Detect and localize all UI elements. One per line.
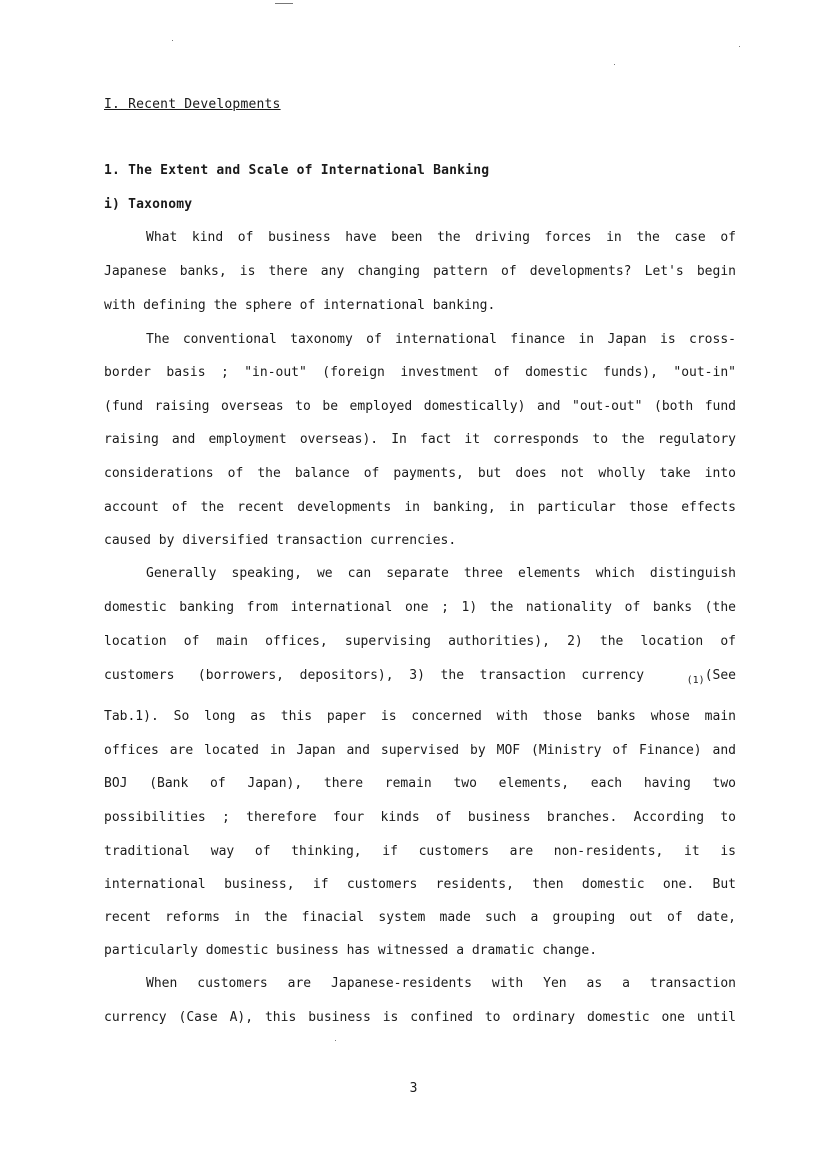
- scan-speck: [614, 64, 615, 65]
- text-line: international business, if customers residents, then domestic one. But: [104, 877, 736, 892]
- chapter-title: I. Recent Developments: [104, 97, 281, 112]
- text-line: The conventional taxonomy of international finance in Japan is cross-: [146, 332, 736, 347]
- text-line-with-footnote: [104, 667, 736, 685]
- text-line: considerations of the balance of payments, but does not wholly take into: [104, 466, 736, 481]
- text-line: What kind of business have been the driving forces in the case of: [146, 230, 736, 245]
- text-line: BOJ (Bank of Japan), there remain two elements, each having two: [104, 776, 736, 791]
- text-line: particularly domestic business has witnessed a dramatic change.: [104, 943, 598, 958]
- subsection-title: i) Taxonomy: [104, 197, 193, 212]
- scan-speck: [172, 40, 173, 41]
- text-line: Generally speaking, we can separate three elements which distinguish: [146, 566, 736, 581]
- text-line: raising and employment overseas). In fact it corresponds to the regulatory: [104, 432, 736, 447]
- text-line: When customers are Japanese-residents with Yen as a transaction: [146, 976, 736, 991]
- text-line: Tab.1). So long as this paper is concerned with those banks whose main: [104, 709, 736, 724]
- text-line: domestic banking from international one ; 1) the nationality of banks (the: [104, 600, 736, 615]
- footnote-group: [687, 667, 736, 685]
- text-line: offices are located in Japan and supervised by MOF (Ministry of Finance) and: [104, 743, 736, 758]
- text-line: recent reforms in the finacial system made such a grouping out of date,: [104, 910, 736, 925]
- text-line: caused by diversified transaction currencies.: [104, 533, 457, 548]
- text-line: customers (borrowers, depositors), 3) the transaction currency: [104, 668, 645, 683]
- text-line: location of main offices, supervising authorities), 2) the location of: [104, 634, 736, 649]
- page-number: 3: [409, 1081, 418, 1096]
- text-line: traditional way of thinking, if customers are non-residents, it is: [104, 844, 736, 859]
- text-line: currency (Case A), this business is confined to ordinary domestic one until: [104, 1010, 736, 1025]
- section-title: 1. The Extent and Scale of International Banking: [104, 163, 490, 178]
- text-line: account of the recent developments in banking, in particular those effects: [104, 500, 736, 515]
- scan-speck: [275, 3, 293, 4]
- text-line: Japanese banks, is there any changing pattern of developments? Let's begin: [104, 264, 736, 279]
- footnote-tail: (See: [704, 668, 736, 683]
- text-line: possibilities ; therefore four kinds of business branches. According to: [104, 810, 736, 825]
- text-line: with defining the sphere of international banking.: [104, 298, 496, 313]
- text-line: (fund raising overseas to be employed domestically) and "out-out" (both fund: [104, 399, 736, 414]
- footnote-marker: (1): [686, 675, 705, 686]
- text-line: border basis ; "in-out" (foreign investment of domestic funds), "out-in": [104, 365, 736, 380]
- scan-speck: [335, 1040, 336, 1041]
- scan-speck: [739, 46, 740, 47]
